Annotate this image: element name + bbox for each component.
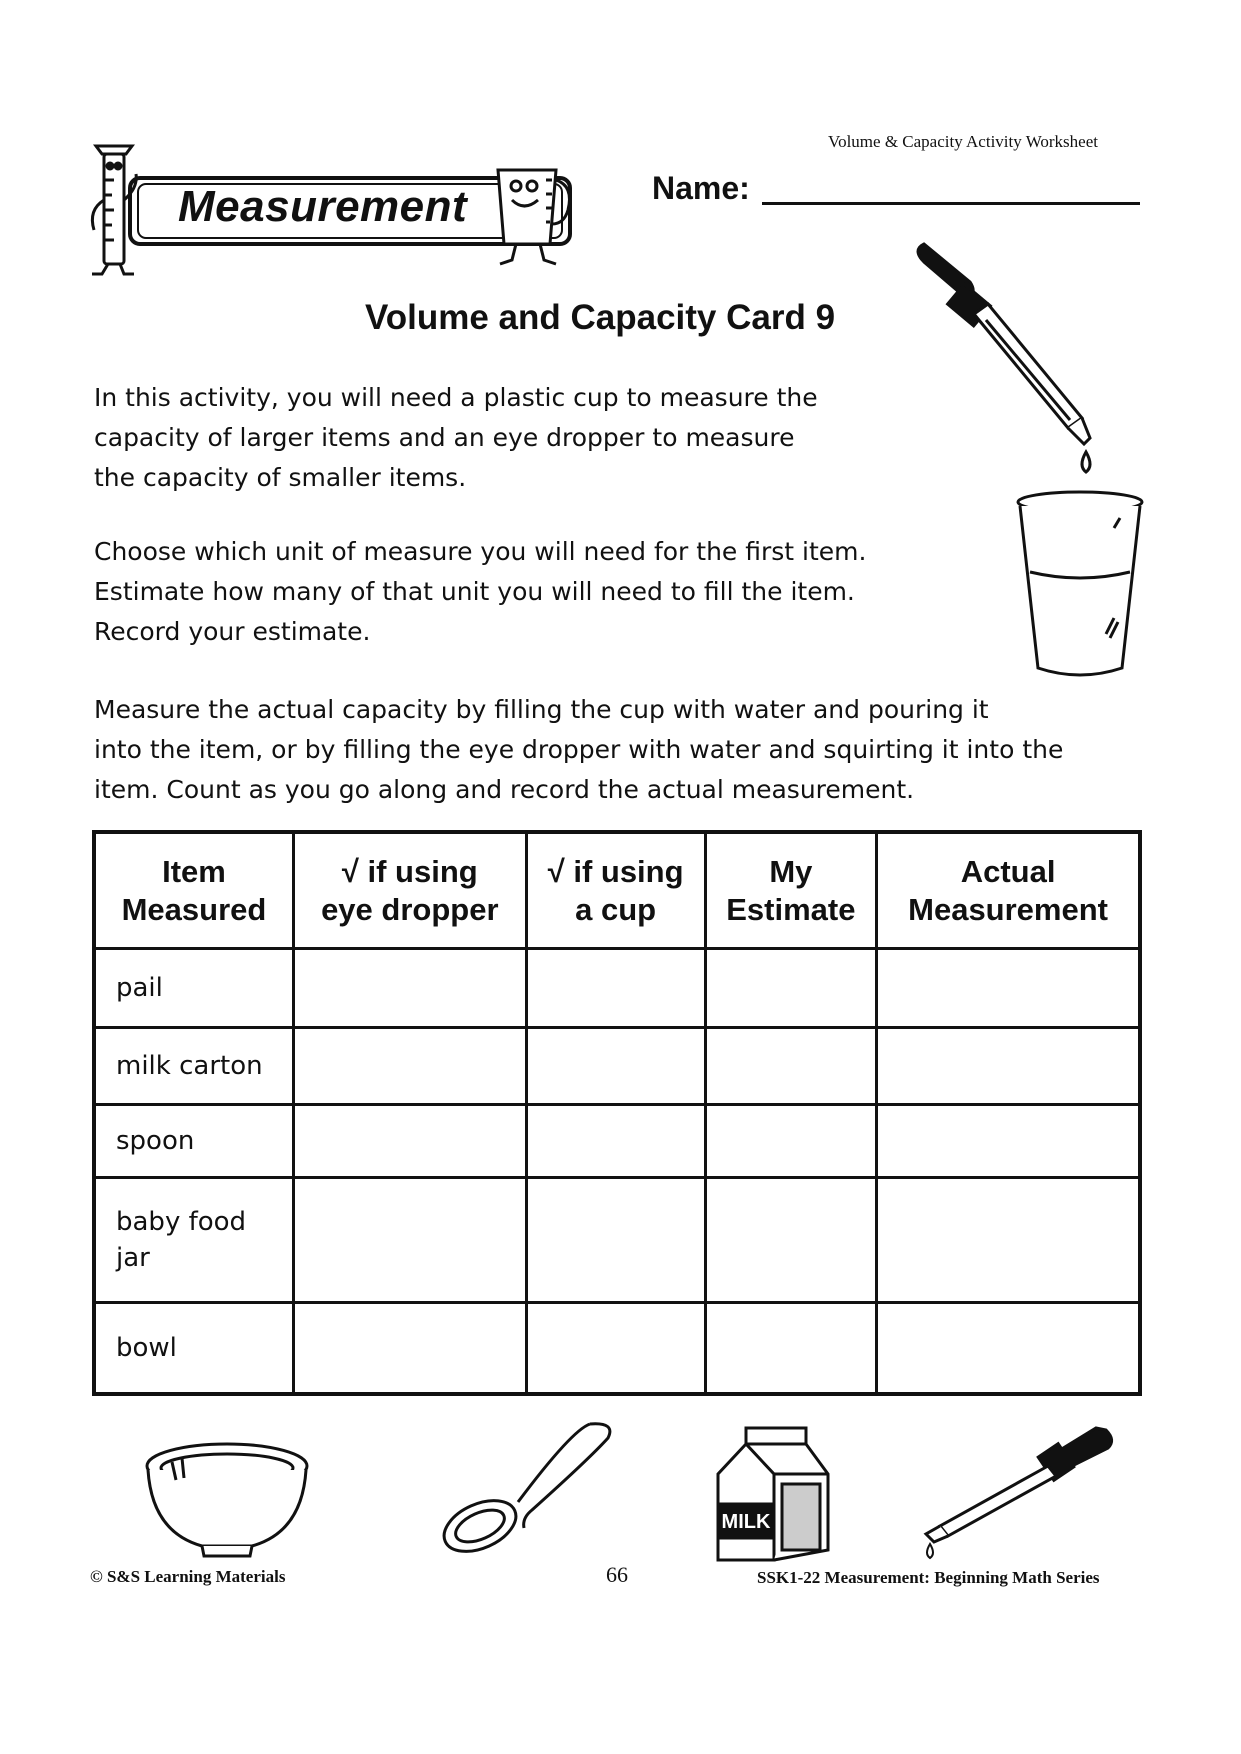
item-cell: baby food jar [94, 1177, 293, 1302]
eye-dropper-check-cell[interactable] [293, 1028, 526, 1105]
copyright-text: © S&S Learning Materials [90, 1567, 286, 1586]
table-row [94, 1105, 1140, 1178]
name-field-line[interactable] [762, 202, 1140, 205]
worksheet-label: Volume & Capacity Activity Worksheet [828, 132, 1098, 151]
page-number: 66 [606, 1562, 628, 1587]
header-item-measured: Item Measured [94, 832, 293, 949]
item-cell: milk carton [94, 1028, 293, 1105]
card-title: Volume and Capacity Card 9 [365, 298, 836, 337]
item-cell: pail [94, 949, 293, 1028]
cup-check-cell[interactable] [526, 1303, 705, 1394]
table-row [94, 1028, 1140, 1105]
header-actual-measurement: Actual Measurement [877, 832, 1140, 949]
instructions-paragraph-3 [94, 690, 1154, 810]
eye-dropper-check-cell[interactable] [293, 1303, 526, 1394]
actual-cell[interactable] [877, 1177, 1140, 1302]
item-cell: bowl [94, 1303, 293, 1394]
name-label: Name: [652, 170, 750, 206]
item-cell: spoon [94, 1105, 293, 1178]
paragraph-line: the capacity of smaller items. [94, 463, 467, 492]
actual-cell[interactable] [877, 949, 1140, 1028]
header-my-estimate: My Estimate [705, 832, 877, 949]
estimate-cell[interactable] [705, 949, 877, 1028]
plastic-cup-icon [1010, 488, 1150, 682]
eye-dropper-check-cell[interactable] [293, 949, 526, 1028]
instructions-paragraph-1 [94, 378, 914, 498]
paragraph-line: Measure the actual capacity by filling the cup with water and pouring it [94, 695, 989, 724]
eye-dropper-small-icon [920, 1420, 1120, 1560]
instructions-paragraph-2 [94, 532, 954, 652]
paragraph-line: capacity of larger items and an eye dropper to measure [94, 423, 795, 452]
estimate-cell[interactable] [705, 1177, 877, 1302]
header-eye-dropper: √ if using eye dropper [293, 832, 526, 949]
table-row [94, 1177, 1140, 1302]
table-row [94, 949, 1140, 1028]
header-cup: √ if using a cup [526, 832, 705, 949]
paragraph-line: item. Count as you go along and record the actual measurement. [94, 775, 915, 804]
bowl-icon [142, 1440, 312, 1560]
eye-dropper-icon [900, 240, 1130, 490]
paragraph-line: into the item, or by filling the eye dropper with water and squirting it into the [94, 735, 1064, 764]
actual-cell[interactable] [877, 1028, 1140, 1105]
eye-dropper-check-cell[interactable] [293, 1105, 526, 1178]
table-header-row [94, 832, 1140, 949]
cup-check-cell[interactable] [526, 1028, 705, 1105]
cup-check-cell[interactable] [526, 949, 705, 1028]
measurement-table [92, 830, 1142, 1396]
eye-dropper-check-cell[interactable] [293, 1177, 526, 1302]
cup-check-cell[interactable] [526, 1177, 705, 1302]
paragraph-line: Choose which unit of measure you will need for the first item. [94, 537, 867, 566]
milk-carton-icon [712, 1424, 832, 1564]
banner-title: Measurement [178, 182, 468, 231]
paragraph-line: Estimate how many of that unit you will need to fill the item. [94, 577, 855, 606]
paragraph-line: Record your estimate. [94, 617, 371, 646]
series-text: SSK1-22 Measurement: Beginning Math Series [757, 1568, 1100, 1587]
estimate-cell[interactable] [705, 1105, 877, 1178]
estimate-cell[interactable] [705, 1028, 877, 1105]
actual-cell[interactable] [877, 1105, 1140, 1178]
actual-cell[interactable] [877, 1303, 1140, 1394]
estimate-cell[interactable] [705, 1303, 877, 1394]
table-row [94, 1303, 1140, 1394]
spoon-icon [440, 1418, 620, 1558]
paragraph-line: In this activity, you will need a plastic cup to measure the [94, 383, 818, 412]
milk-carton-label: MILK [721, 1511, 771, 1533]
cup-check-cell[interactable] [526, 1105, 705, 1178]
